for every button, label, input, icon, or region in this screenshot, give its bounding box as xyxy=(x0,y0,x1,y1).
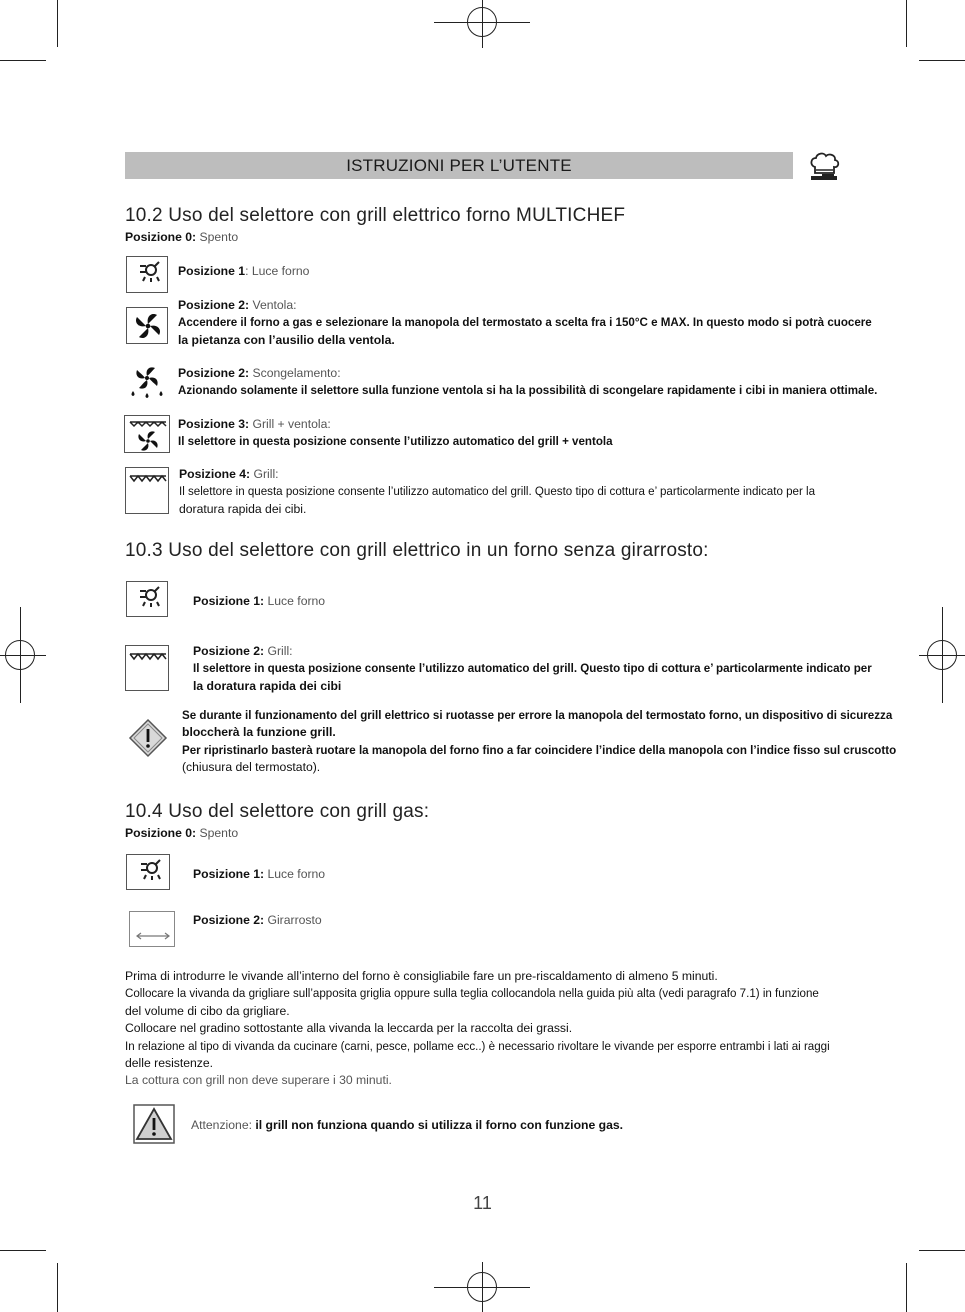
section-10-4-title: 10.4 Uso del selettore con grill gas: xyxy=(125,801,430,822)
crop-mark xyxy=(906,0,907,47)
position-value: Luce forno xyxy=(264,594,326,608)
crop-mark xyxy=(57,1263,58,1312)
section-10-3-title: 10.3 Uso del selettore con grill elettrico in un forno senza girarrosto: xyxy=(125,540,709,561)
position-label: Posizione 2: xyxy=(178,366,250,380)
position-value: Grill: xyxy=(264,644,293,658)
description-line: la doratura rapida dei cibi xyxy=(193,678,342,693)
s102-position-1 xyxy=(178,263,309,280)
s102-position-2-fan xyxy=(178,297,908,349)
position-label: Posizione 1: xyxy=(193,594,265,608)
page-number: 11 xyxy=(473,1193,492,1213)
s104-warning xyxy=(191,1117,623,1134)
warning-text: il grill non funziona quando si utilizza il forno con funzione gas. xyxy=(251,1118,624,1132)
crop-mark xyxy=(57,0,58,47)
position-value: Ventola: xyxy=(249,298,297,312)
description-line: Accendere il forno a gas e selezionare la manopola del termostato a scelta fra i 150°C e MAX. In questo modo si potrà cuocere xyxy=(178,315,872,330)
warning-label: Attenzione: xyxy=(191,1118,252,1132)
crop-mark xyxy=(0,60,46,61)
note-line: Se durante il funzionamento del grill elettrico si ruotasse per errore la manopola del termostato forno, un dispositivo di sicurezza xyxy=(182,708,893,722)
position-value: Girarrosto xyxy=(264,913,322,927)
position-value: : Luce forno xyxy=(245,264,310,278)
s104-position-0 xyxy=(125,825,238,842)
s102-position-2-defrost xyxy=(178,365,914,400)
position-label: Posizione 4: xyxy=(179,467,251,481)
grill-icon xyxy=(125,645,169,691)
s103-safety-note xyxy=(182,707,934,777)
paragraph-line: Prima di introdurre le vivande all’interno del forno è consigliabile fare un pre-riscaldamento di almeno 5 minuti. xyxy=(125,969,718,983)
fan-icon xyxy=(126,307,168,344)
description-line: Azionando solamente il selettore sulla funzione ventola si ha la possibilità di scongelare rapidamente i cibi in maniera ottimale. xyxy=(178,383,878,398)
grill-fan-icon xyxy=(124,415,170,453)
oven-lamp-icon xyxy=(126,256,168,293)
s102-position-4 xyxy=(179,466,849,518)
position-label: Posizione 2: xyxy=(193,913,265,927)
position-value: Spento xyxy=(196,826,239,840)
position-label: Posizione 0: xyxy=(125,826,197,840)
description-line: doratura rapida dei cibi. xyxy=(179,501,307,516)
position-label: Posizione 1: xyxy=(193,867,265,881)
oven-lamp-icon xyxy=(126,854,170,890)
cooking-time-note: La cottura con grill non deve superare i 30 minuti. xyxy=(125,1073,392,1088)
crop-mark xyxy=(919,1250,965,1251)
s102-position-0 xyxy=(125,229,238,246)
oven-lamp-icon xyxy=(126,581,168,617)
position-value: Spento xyxy=(196,230,239,244)
position-value: Luce forno xyxy=(264,867,326,881)
s104-position-1 xyxy=(193,866,325,883)
position-label: Posizione 2: xyxy=(178,298,250,312)
paragraph-line: Collocare nel gradino sottostante alla vivanda la leccarda per la raccolta dei grassi. xyxy=(125,1021,573,1036)
position-label: Posizione 3: xyxy=(178,417,250,431)
warning-diamond-icon xyxy=(128,718,168,758)
description-line: Il selettore in questa posizione consente l’utilizzo automatico del grill. Questo tipo di cottura e’ particolarmente indicato per xyxy=(193,661,872,676)
paragraph-line: Collocare la vivanda da grigliare sull’apposita griglia oppure sulla teglia collocandola nella guida più alta (vedi paragrafo 7.1) in funzione xyxy=(125,986,819,1001)
s104-instructions xyxy=(125,968,867,1090)
grill-icon xyxy=(125,467,169,514)
note-line: bloccherà la funzione grill. xyxy=(182,725,336,740)
section-10-2-title: 10.2 Uso del selettore con grill elettrico forno MULTICHEF xyxy=(125,205,626,226)
page-title: ISTRUZIONI PER L’UTENTE xyxy=(346,156,572,175)
crop-mark xyxy=(0,1250,46,1251)
paragraph-line: In relazione al tipo di vivanda da cucinare (carni, pesce, pollame ecc..) è necessario rivoltare le vivande per esporre entrambi i lati ai raggi xyxy=(125,1038,830,1053)
position-value: Scongelamento: xyxy=(249,366,341,380)
position-value: Grill: xyxy=(250,467,279,481)
position-value: Grill + ventola: xyxy=(249,417,331,431)
crop-mark xyxy=(919,60,965,61)
s103-position-1 xyxy=(193,593,325,610)
description-line: Il selettore in questa posizione consente l’utilizzo automatico del grill. Questo tipo di cottura e’ particolarmente indicato per la xyxy=(179,484,816,499)
paragraph-line: del volume di cibo da grigliare. xyxy=(125,1003,290,1018)
description-line: Il selettore in questa posizione consente l’utilizzo automatico del grill + ventola xyxy=(178,434,613,449)
paragraph-line: delle resistenze. xyxy=(125,1056,214,1071)
note-line: (chiusura del termostato). xyxy=(182,760,321,775)
s102-position-3 xyxy=(178,416,635,451)
chef-hat-icon xyxy=(807,150,841,184)
rotisserie-icon xyxy=(129,911,175,947)
s104-position-2 xyxy=(193,912,322,929)
warning-triangle-icon xyxy=(133,1104,175,1144)
s103-position-2 xyxy=(193,643,907,695)
crop-mark xyxy=(906,1263,907,1312)
position-label: Posizione 2: xyxy=(193,644,265,658)
description-line: la pietanza con l’ausilio della ventola. xyxy=(178,332,395,347)
position-label: Posizione 1 xyxy=(178,264,246,278)
note-line: Per ripristinarlo basterà ruotare la manopola del forno fino a far coincidere l’indice della manopola con l’indice fisso sul cruscotto xyxy=(182,742,897,757)
defrost-icon xyxy=(126,364,168,399)
position-label: Posizione 0: xyxy=(125,230,197,244)
